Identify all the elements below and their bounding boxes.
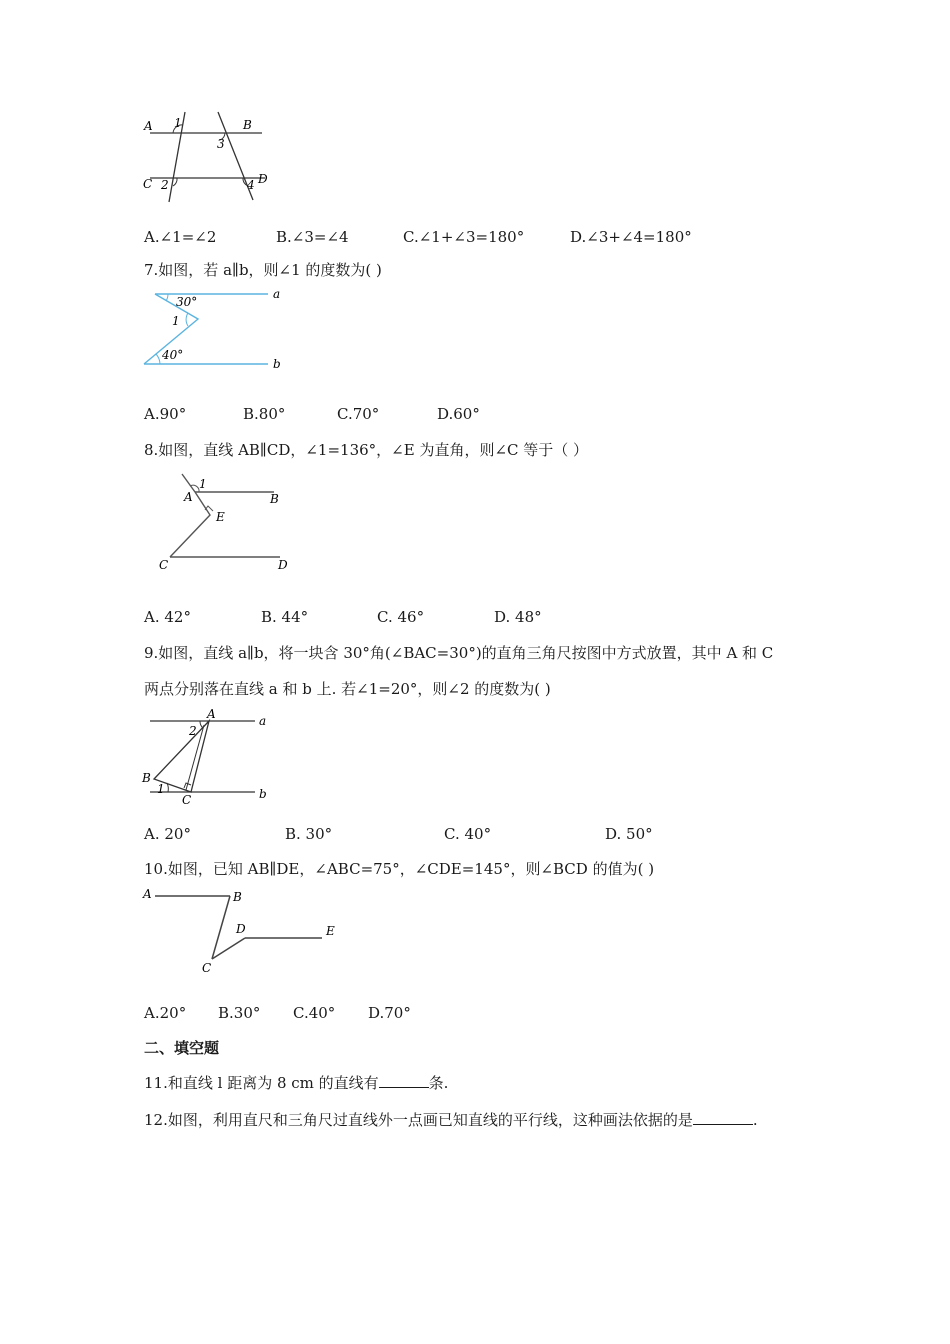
q10-figure xyxy=(140,884,350,978)
q8-option-c[interactable]: C. 46° xyxy=(377,608,425,626)
q8-stem: 8.如图，直线 AB∥CD，∠1=136°，∠E 为直角，则∠C 等于（ ） xyxy=(144,441,589,459)
label-C: C xyxy=(182,793,192,807)
q11-text-after: 条. xyxy=(428,1074,449,1092)
label-a: a xyxy=(259,714,267,728)
q8-figure xyxy=(150,468,300,576)
q7-option-d[interactable]: D.60° xyxy=(437,405,480,423)
label-b: b xyxy=(259,787,267,801)
angle-arc-30 xyxy=(166,294,168,301)
q12-text-before: 12.如图，利用直尺和三角尺过直线外一点画已知直线的平行线，这种画法依据的是 xyxy=(144,1111,693,1129)
q9-option-b[interactable]: B. 30° xyxy=(285,825,333,843)
q12 xyxy=(144,1108,758,1130)
q9-stem-line2: 两点分别落在直线 a 和 b 上. 若∠1=20°，则∠2 的度数为( ) xyxy=(144,680,551,698)
label-D: D xyxy=(236,922,246,936)
label-1: 1 xyxy=(199,477,207,491)
label-C: C xyxy=(202,961,212,975)
label-E: E xyxy=(216,510,225,524)
q10-stem: 10.如图，已知 AB∥DE，∠ABC=75°，∠CDE=145°，则∠BCD 的值为( ) xyxy=(144,860,655,878)
q7-option-b[interactable]: B.80° xyxy=(243,405,286,423)
angle-arc-40 xyxy=(156,354,160,364)
q7-option-a[interactable]: A.90° xyxy=(144,405,187,423)
label-3: 3 xyxy=(217,137,225,151)
label-A: A xyxy=(144,119,153,133)
q8-option-a[interactable]: A. 42° xyxy=(144,608,191,626)
label-C: C xyxy=(143,177,153,191)
q10-option-d[interactable]: D.70° xyxy=(368,1004,411,1022)
label-40: 40° xyxy=(162,348,184,362)
q9-option-c[interactable]: C. 40° xyxy=(444,825,492,843)
angle-arc-2 xyxy=(200,721,203,728)
label-2: 2 xyxy=(189,724,197,738)
q8-option-d[interactable]: D. 48° xyxy=(494,608,542,626)
q10-option-a[interactable]: A.20° xyxy=(144,1004,187,1022)
label-1: 1 xyxy=(172,314,180,328)
label-D: D xyxy=(258,172,268,186)
label-A: A xyxy=(207,707,216,721)
q11-text-before: 11.和直线 l 距离为 8 cm 的直线有 xyxy=(144,1074,379,1092)
q7-option-c[interactable]: C.70° xyxy=(337,405,380,423)
label-B: B xyxy=(270,492,279,506)
label-A: A xyxy=(184,490,193,504)
label-4: 4 xyxy=(247,178,255,192)
label-D: D xyxy=(278,558,288,572)
angle-arc-1 xyxy=(186,313,188,326)
q8-option-b[interactable]: B. 44° xyxy=(261,608,309,626)
q6-figure xyxy=(140,110,280,205)
q12-answer-blank[interactable] xyxy=(693,1108,753,1125)
q9-stem-line1: 9.如图，直线 a∥b，将一块含 30°角(∠BAC=30°)的直角三角尺按图中方式放置，其中 A 和 C xyxy=(144,644,774,662)
q11-answer-blank[interactable] xyxy=(379,1071,429,1088)
q10-option-c[interactable]: C.40° xyxy=(293,1004,336,1022)
q7-figure xyxy=(140,285,290,375)
label-C: C xyxy=(159,558,169,572)
label-1: 1 xyxy=(157,782,165,796)
q10-option-b[interactable]: B.30° xyxy=(218,1004,261,1022)
label-B: B xyxy=(142,771,151,785)
q6-option-d[interactable]: D.∠3+∠4=180° xyxy=(570,228,692,246)
label-A: A xyxy=(143,887,152,901)
section-fill-in-title: 二、填空题 xyxy=(144,1039,220,1057)
label-30: 30° xyxy=(176,295,198,309)
label-B: B xyxy=(243,118,252,132)
label-E: E xyxy=(326,924,335,938)
q9-figure xyxy=(140,705,280,805)
label-2: 2 xyxy=(161,178,169,192)
q9-option-d[interactable]: D. 50° xyxy=(605,825,653,843)
q6-option-a[interactable]: A.∠1=∠2 xyxy=(144,228,217,246)
label-1: 1 xyxy=(174,116,182,130)
q7-stem: 7.如图，若 a∥b，则∠1 的度数为( ) xyxy=(144,261,382,279)
q12-text-after: . xyxy=(752,1111,758,1129)
label-B: B xyxy=(233,890,242,904)
q6-option-c[interactable]: C.∠1+∠3=180° xyxy=(403,228,525,246)
label-b: b xyxy=(273,357,281,371)
q11 xyxy=(144,1071,448,1093)
q6-option-b[interactable]: B.∠3=∠4 xyxy=(276,228,349,246)
q9-option-a[interactable]: A. 20° xyxy=(144,825,191,843)
label-a: a xyxy=(273,287,281,301)
